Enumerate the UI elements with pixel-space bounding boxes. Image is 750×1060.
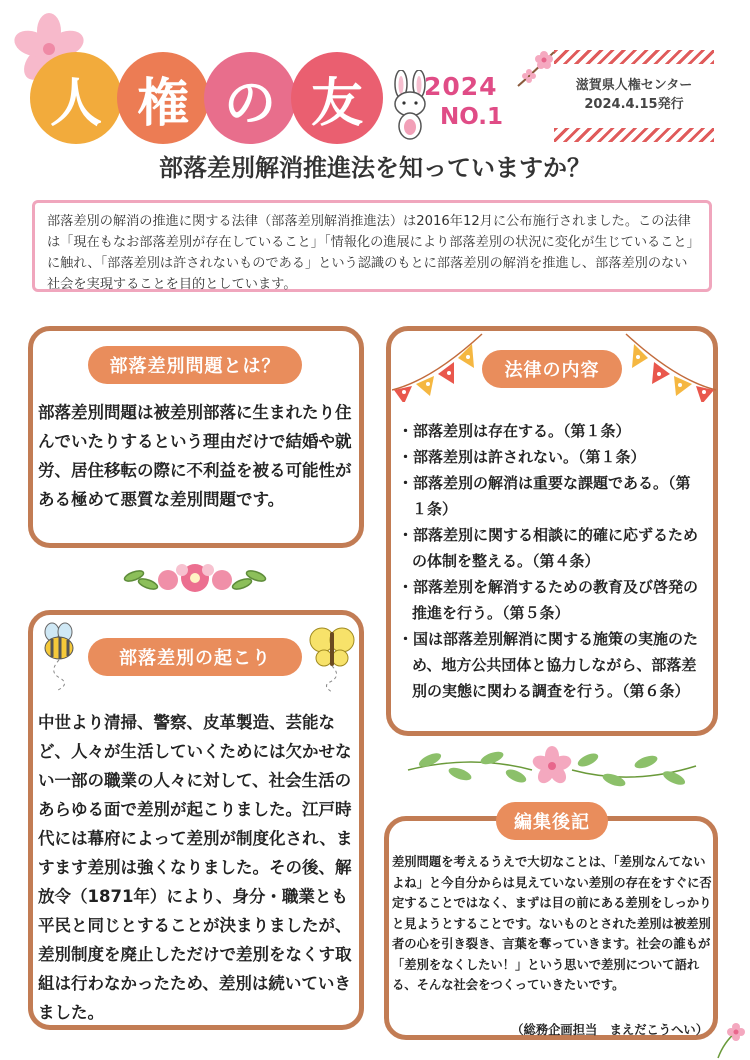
bunting-right-icon (622, 330, 716, 402)
law-item: ・部落差別を解消するための教育及び啓発の推進を行う。（第５条） (398, 578, 699, 622)
bunting-left-icon (392, 330, 486, 402)
bee-icon (38, 622, 82, 692)
page-title: 部落差別解消推進法を知っていますか？ (159, 154, 591, 182)
problem-body: 部落差別問題は被差別部落に生まれたり住んでいたりするという理由だけで結婚や就労、居住移転の際に不利益を被る可能性がある極めて悪質な差別問題です。 (38, 403, 352, 509)
publisher-info (554, 76, 714, 114)
logo-char-2: 権 (117, 52, 209, 144)
postscript-body: 差別問題を考えるうえで大切なことは、「差別なんてないよね」と今自分からは見えていない差別の存在をすぐに否定することではなく、まずは目の前にある差別をしっかりと見ようとすることです。ないものとされた差別は被差別者の心を引き裂き、言葉を奪っていきます。社会の誰もが「差別をなくしたい！」という思いで差別について語れる、そんな社会をつくっていきたいです。 (392, 855, 712, 992)
law-items (398, 418, 704, 704)
issue-year: 2024 (424, 72, 498, 101)
butterfly-icon (308, 622, 356, 692)
problem-heading: 部落差別問題とは？ (88, 346, 302, 384)
law-item: ・部落差別は許されない。（第１条） (398, 448, 646, 466)
leaf-divider-icon (402, 744, 702, 790)
origin-heading: 部落差別の起こり (88, 638, 302, 676)
logo-char-3: の (204, 52, 296, 144)
publish-date: 2024.4.15発行 (584, 97, 684, 112)
corner-flower-icon (714, 1018, 750, 1060)
logo-char-4: 友 (291, 52, 383, 144)
intro-box: 部落差別の解消の推進に関する法律（部落差別解消推進法）は2016年12月に公布施行されました。この法律は「現在もなお部落差別が存在していること」「情報化の進展により部落差別の状況に変化が生じていること」に触れ、「部落差別は許されないものである」という認識のもとに部落差別の解消を推進し、部落差別のない社会を実現することを目的としています。 (32, 200, 712, 292)
law-item: ・部落差別は存在する。（第１条） (398, 422, 631, 440)
law-item: ・部落差別に関する相談に的確に応ずるための体制を整える。（第４条） (398, 526, 699, 570)
postscript-heading: 編集後記 (496, 802, 608, 840)
logo-char-1: 人 (30, 52, 122, 144)
flower-garland-icon (120, 556, 270, 598)
origin-body: 中世より清掃、警察、皮革製造、芸能など、人々が生活していくためには欠かせない一部の職業の人々に対して、社会生活のあらゆる面で差別が起こりました。江戸時代には幕府によって差別が制度化され、ますます差別は強くなりました。その後、解放令（1871年）により、身分・職業とも平民と同じとすることが決まりましたが、差別制度を廃止しただけで差別をなくす取組は行わなかったため、差別は続いていきました。 (38, 713, 353, 1022)
law-item: ・国は部落差別解消に関する施策の実施のため、地方公共団体と協力しながら、部落差別の実態に関わる調査を行う。（第６条） (398, 630, 699, 700)
law-item: ・部落差別の解消は重要な課題である。（第１条） (398, 474, 691, 518)
publisher-name: 滋賀県人権センター (575, 78, 693, 93)
law-heading: 法律の内容 (482, 350, 622, 388)
issue-number: NO.1 (440, 104, 504, 130)
postscript-signature: （総務企画担当 まえだこうへい） (511, 1023, 708, 1037)
